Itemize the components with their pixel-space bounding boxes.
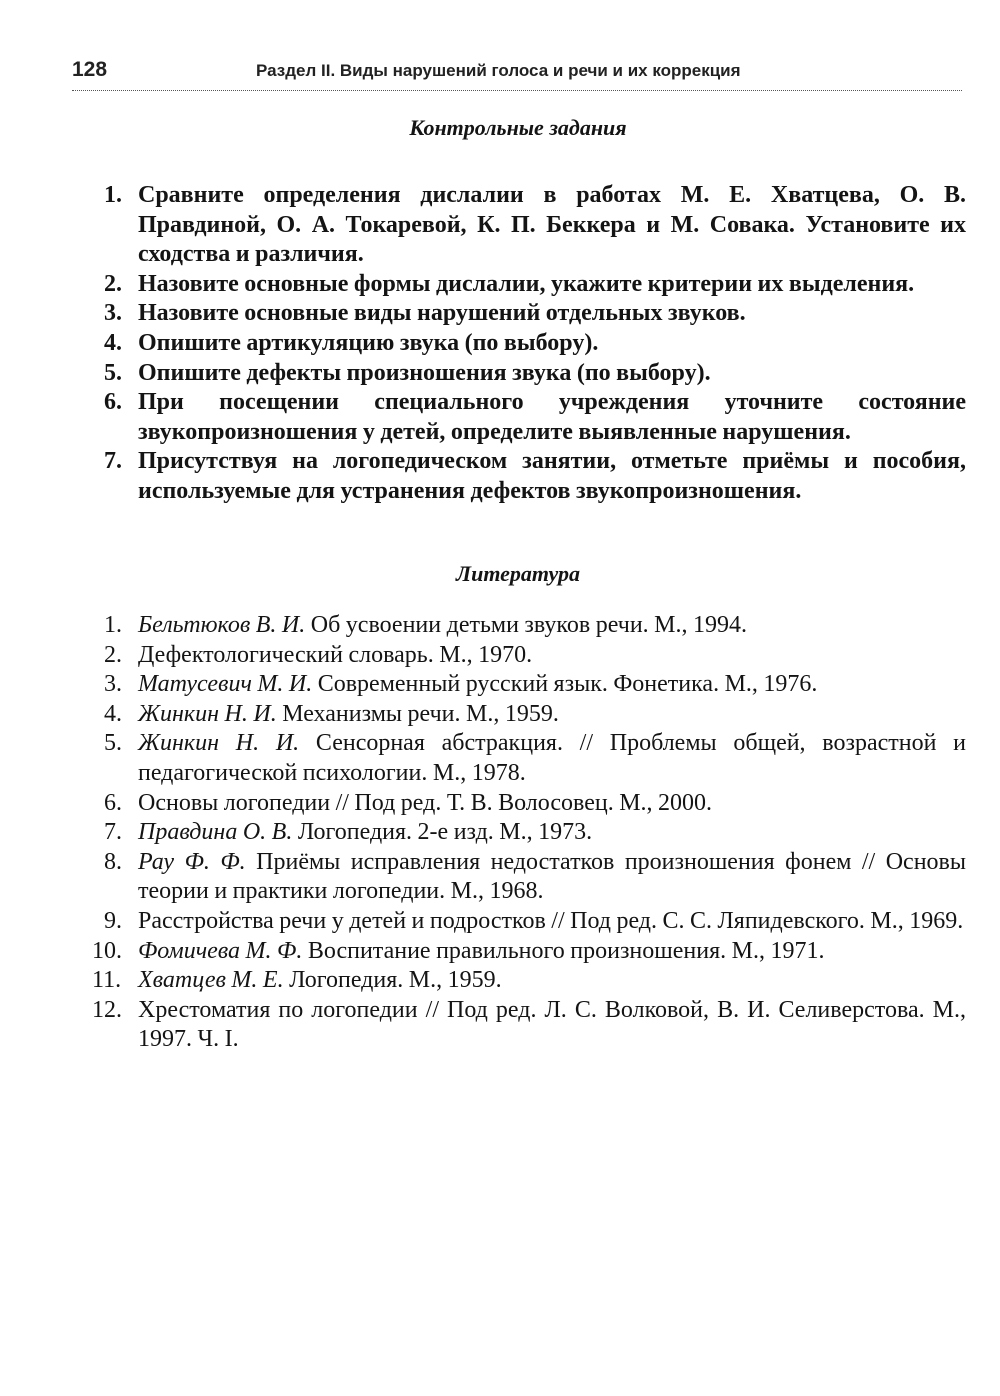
reference-author: Жинкин Н. И. (138, 700, 277, 727)
task-item (104, 299, 966, 329)
task-item (104, 447, 966, 506)
reference-text: Современный русский язык. Фонетика. М., 1976. (317, 671, 818, 698)
task-item (104, 270, 966, 300)
reference-author: Бельтюков В. И. (138, 612, 306, 638)
reference-text: Логопедия. М., 1959. (289, 967, 502, 994)
reference-number: 5. (104, 730, 122, 757)
reference-number: 2. (104, 641, 122, 668)
reference-text: Хрестоматия по логопедии // Под ред. Л. С. Волковой, В. И. Селиверстова. М., 1997. Ч. I. (138, 996, 966, 1053)
task-text: Назовите основные виды нарушений отдельных звуков. (138, 300, 746, 327)
reference-text: Дефектологический словарь. М., 1970. (138, 641, 533, 668)
reference-text: Об усвоении детьми звуков речи. М., 1994. (310, 612, 748, 638)
reference-text: Сенсорная абстракция. // Проблемы общей, возрастной и педагогической психологии. М., 1978. (138, 730, 966, 786)
reference-number: 12. (92, 996, 122, 1023)
reference-number: 3. (104, 671, 122, 698)
reference-text: Воспитание правильного произношения. М., 1971. (307, 937, 825, 964)
reference-text: Основы логопедии // Под ред. Т. В. Волосовец. М., 2000. (138, 789, 713, 816)
task-text: Сравните определения дислалии в работах М. Е. Хватцева, О. В. Правдиной, О. А. Токаревой, К. П. Беккера и М. Совака. Установите их сходства и различия. (138, 182, 966, 268)
reference-number: 7. (104, 819, 122, 846)
task-text: Присутствуя на логопедическом занятии, отметьте приёмы и пособия, используемые для устранения дефектов звукопроизношения. (138, 448, 966, 504)
literature-heading: Литература (456, 561, 580, 586)
running-header (72, 56, 962, 91)
page-number: 128 (72, 58, 108, 81)
task-item (104, 181, 966, 270)
task-number: 4. (104, 329, 122, 356)
reference-number: 8. (104, 848, 122, 875)
running-header-title: Раздел II. Виды нарушений голоса и речи и их коррекция (256, 61, 741, 80)
reference-text: Приёмы исправления недостатков произношения фонем // Основы теории и практики логопедии. М., 1968. (138, 848, 966, 905)
reference-item (104, 611, 966, 641)
task-number: 7. (104, 448, 122, 475)
reference-item (104, 789, 966, 819)
task-item (104, 329, 966, 359)
reference-author: Хватцев М. Е. (138, 967, 284, 994)
task-item (104, 359, 966, 389)
task-text: При посещении специального учреждения уточните состояние звукопроизношения у детей, определите выявленные нарушения. (138, 389, 966, 445)
task-item (104, 388, 966, 447)
reference-item (104, 848, 966, 907)
reference-text: Механизмы речи. М., 1959. (282, 700, 559, 727)
reference-item (104, 700, 966, 730)
task-number: 1. (104, 182, 122, 208)
task-number: 3. (104, 300, 122, 327)
reference-number: 9. (104, 907, 122, 934)
reference-author: Фомичева М. Ф. (138, 937, 303, 964)
reference-text: Расстройства речи у детей и подростков // Под ред. С. С. Ляпидевского. М., 1969. (138, 907, 964, 934)
task-text: Опишите артикуляцию звука (по выбору). (138, 329, 599, 356)
literature-list (92, 611, 966, 1055)
reference-text: Логопедия. 2-е изд. М., 1973. (297, 819, 593, 846)
task-number: 2. (104, 270, 122, 297)
task-number: 5. (104, 359, 122, 386)
reference-item (104, 818, 966, 848)
reference-author: Рау Ф. Ф. (138, 848, 246, 875)
reference-number: 4. (104, 700, 122, 727)
tasks-list (104, 181, 966, 507)
reference-item (92, 996, 966, 1055)
reference-number: 10. (92, 937, 122, 964)
reference-number: 1. (104, 612, 122, 638)
reference-author: Матусевич М. И. (138, 671, 313, 698)
reference-number: 11. (92, 967, 122, 994)
reference-item (104, 907, 966, 937)
reference-item (104, 670, 966, 700)
task-text: Назовите основные формы дислалии, укажите критерии их выделения. (138, 270, 915, 297)
reference-item (104, 641, 966, 671)
reference-item (92, 937, 966, 967)
reference-item (104, 729, 966, 788)
reference-author: Правдина О. В. (138, 819, 293, 846)
tasks-heading: Контрольные задания (409, 115, 627, 140)
task-number: 6. (104, 389, 122, 416)
reference-number: 6. (104, 789, 122, 816)
task-text: Опишите дефекты произношения звука (по выбору). (138, 359, 711, 386)
reference-author: Жинкин Н. И. (138, 730, 300, 757)
reference-item (92, 966, 966, 996)
